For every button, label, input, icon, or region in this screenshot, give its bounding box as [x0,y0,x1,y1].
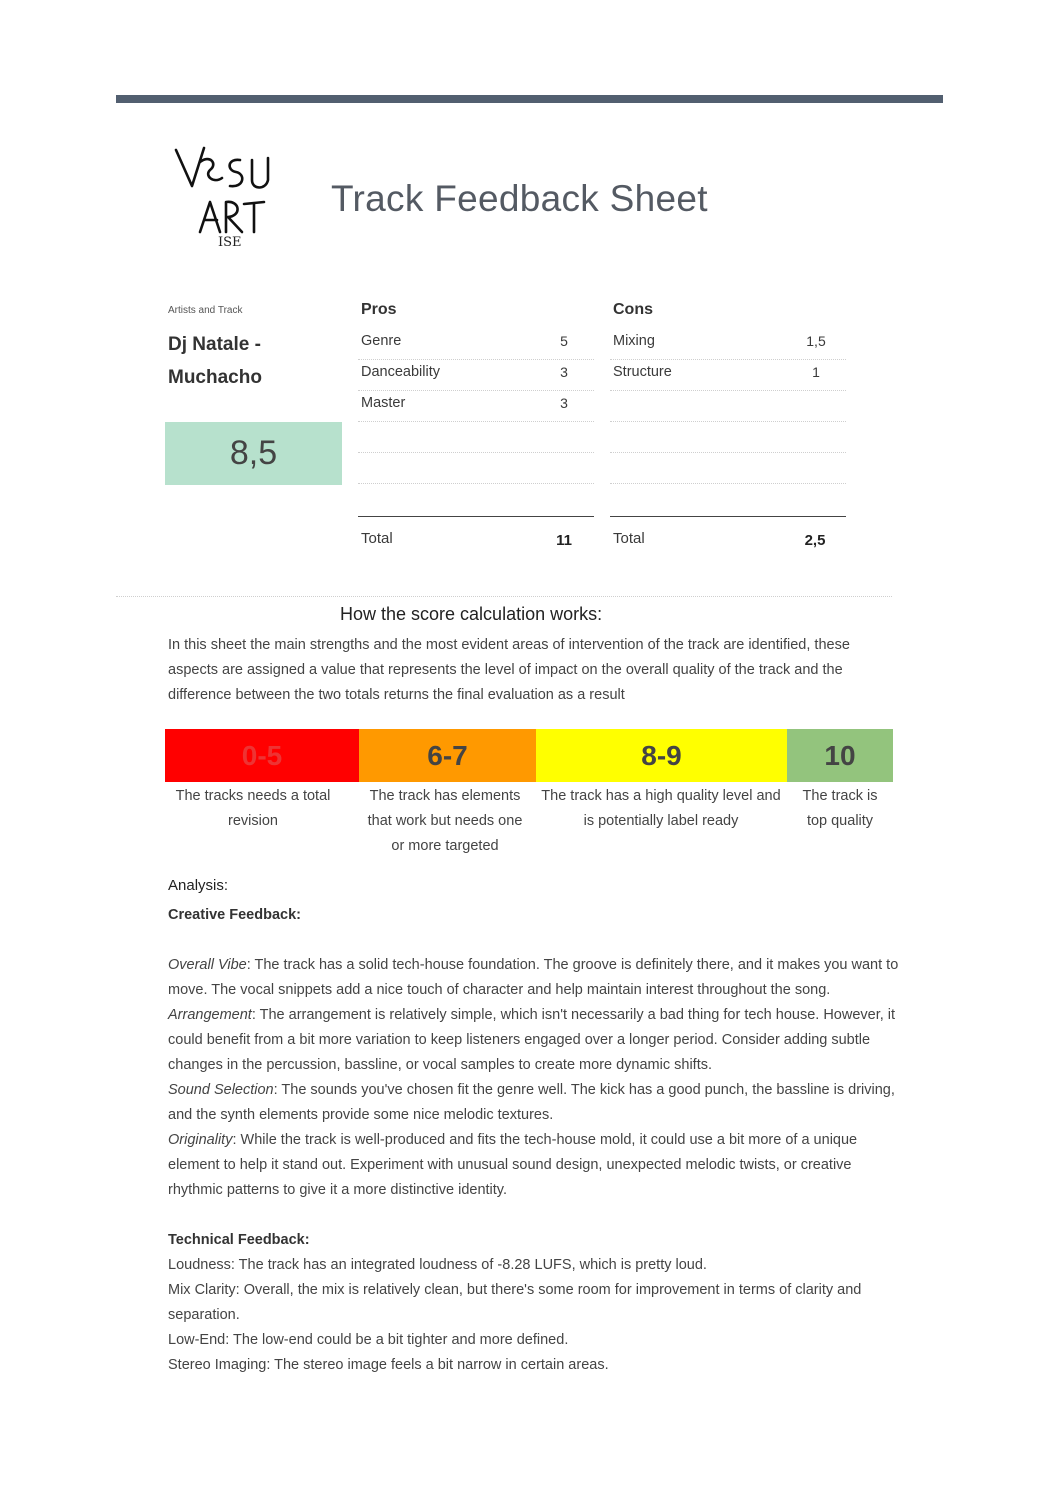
pros-item-name: Genre [361,333,402,349]
pros-row [358,328,594,360]
cons-row-empty [610,421,846,453]
pros-item-value: 3 [560,364,568,380]
pros-total-value: 11 [556,532,572,549]
cons-row [610,359,846,391]
pros-total-label: Total [361,530,393,547]
scale-caption [165,784,341,834]
caption-line: is potentially label ready [583,813,739,829]
caption-line: or more targeted [391,838,499,854]
how-line: In this sheet the main strengths and the most evident areas of intervention of the track are identified, these [168,637,850,653]
caption-line: The track has elements [369,788,521,804]
pros-row-empty [358,421,594,453]
feedback-text: move. The vocal snippets add a nice touch of character and help maintain interest throughout the song. [168,982,831,998]
pros-row [358,359,594,391]
caption-line: that work but needs one [367,813,523,829]
how-line: aspects are assigned a value that represents the level of impact on the overall quality of the track and the [168,662,843,678]
scale-caption [790,784,890,834]
cons-row [610,328,846,360]
how-heading: How the score calculation works: [340,604,603,624]
scale-caption [355,784,535,859]
term-originality: Originality [168,1132,233,1148]
analysis-label: Analysis: [168,877,229,894]
pros-total-line [358,516,594,517]
final-score-box [165,422,342,485]
scale-range-0-5: 0-5 [165,729,359,782]
pros-row [358,390,594,422]
term-sound-selection: Sound Selection [168,1082,274,1098]
caption-line: revision [228,813,278,829]
cons-item-name: Mixing [613,333,655,349]
section-separator [116,596,892,597]
feedback-text: : The track has a solid tech-house foundation. The groove is definitely there, and it makes you want to [246,957,899,973]
cons-heading: Cons [613,301,653,318]
artist-name: Dj Natale - [168,334,261,355]
feedback-text: and the synth elements provide some nice melodic textures. [168,1107,554,1123]
cons-item-name: Structure [613,364,672,380]
final-score: 8,5 [229,434,278,472]
feedback-text: rhythmic patterns to give it a more distinctive identity. [168,1182,508,1198]
scale-range-8-9: 8-9 [536,729,787,782]
term-arrangement: Arrangement [168,1007,252,1023]
feedback-text: Loudness: The track has an integrated loudness of -8.28 LUFS, which is pretty loud. [168,1257,707,1273]
feedback-text: element to help it stand out. Experiment with unusual sound design, unexpected melodic twists, or creative [168,1157,852,1173]
creative-feedback [168,953,958,1203]
pros-item-value: 5 [560,333,568,349]
logo-image [170,140,290,252]
top-divider-bar [116,95,943,103]
cons-total-value: 2,5 [804,532,826,549]
pros-heading: Pros [361,301,397,318]
scale-range-6-7: 6-7 [359,729,536,782]
term-overall-vibe: Overall Vibe [168,957,247,973]
artist-track-label: Artists and Track [168,305,243,316]
cons-total-label: Total [613,530,645,547]
technical-feedback [168,1253,958,1378]
feedback-text: changes in the percussion, bassline, or vocal samples to create more dynamic shifts. [168,1057,713,1073]
feedback-text: Low-End: The low-end could be a bit tighter and more defined. [168,1332,569,1348]
score-scale [165,729,893,782]
caption-line: The track has a high quality level and [541,788,781,804]
feedback-text: Stereo Imaging: The stereo image feels a bit narrow in certain areas. [168,1357,609,1373]
scale-range-10: 10 [787,729,893,782]
feedback-text: : The arrangement is relatively simple, which isn't necessarily a bad thing for tech house. However, it [251,1007,896,1023]
feedback-text: Mix Clarity: Overall, the mix is relatively clean, but there's some room for improvement in terms of clarity and [168,1282,862,1298]
svg-text:ISE: ISE [218,235,242,250]
feedback-text: separation. [168,1307,240,1323]
cons-row-empty [610,452,846,484]
pros-item-name: Danceability [361,364,440,380]
feedback-text: could benefit from a bit more variation to keep listeners engaged over a longer period. Consider adding subtle [168,1032,871,1048]
track-name: Muchacho [168,367,262,388]
caption-line: The tracks needs a total [175,788,331,804]
feedback-text: : The sounds you've chosen fit the genre well. The kick has a good punch, the bassline is driving, [273,1082,895,1098]
pros-row-empty [358,452,594,484]
cons-item-value: 1,5 [806,333,826,349]
technical-feedback-heading: Technical Feedback: [168,1232,310,1248]
creative-feedback-heading: Creative Feedback: [168,907,301,923]
cons-total-line [610,516,846,517]
pros-item-name: Master [361,395,406,411]
cons-row-empty [610,390,846,422]
caption-line: The track is [802,788,878,804]
scale-caption [533,784,789,834]
how-description [168,633,958,708]
visu-art-logo [170,140,290,252]
pros-item-value: 3 [560,395,568,411]
page-title: Track Feedback Sheet [331,178,708,219]
cons-item-value: 1 [812,364,820,380]
caption-line: top quality [806,813,874,829]
feedback-text: : While the track is well-produced and fits the tech-house mold, it could use a bit more of a unique [232,1132,858,1148]
how-line: difference between the two totals returns the final evaluation as a result [168,687,625,703]
